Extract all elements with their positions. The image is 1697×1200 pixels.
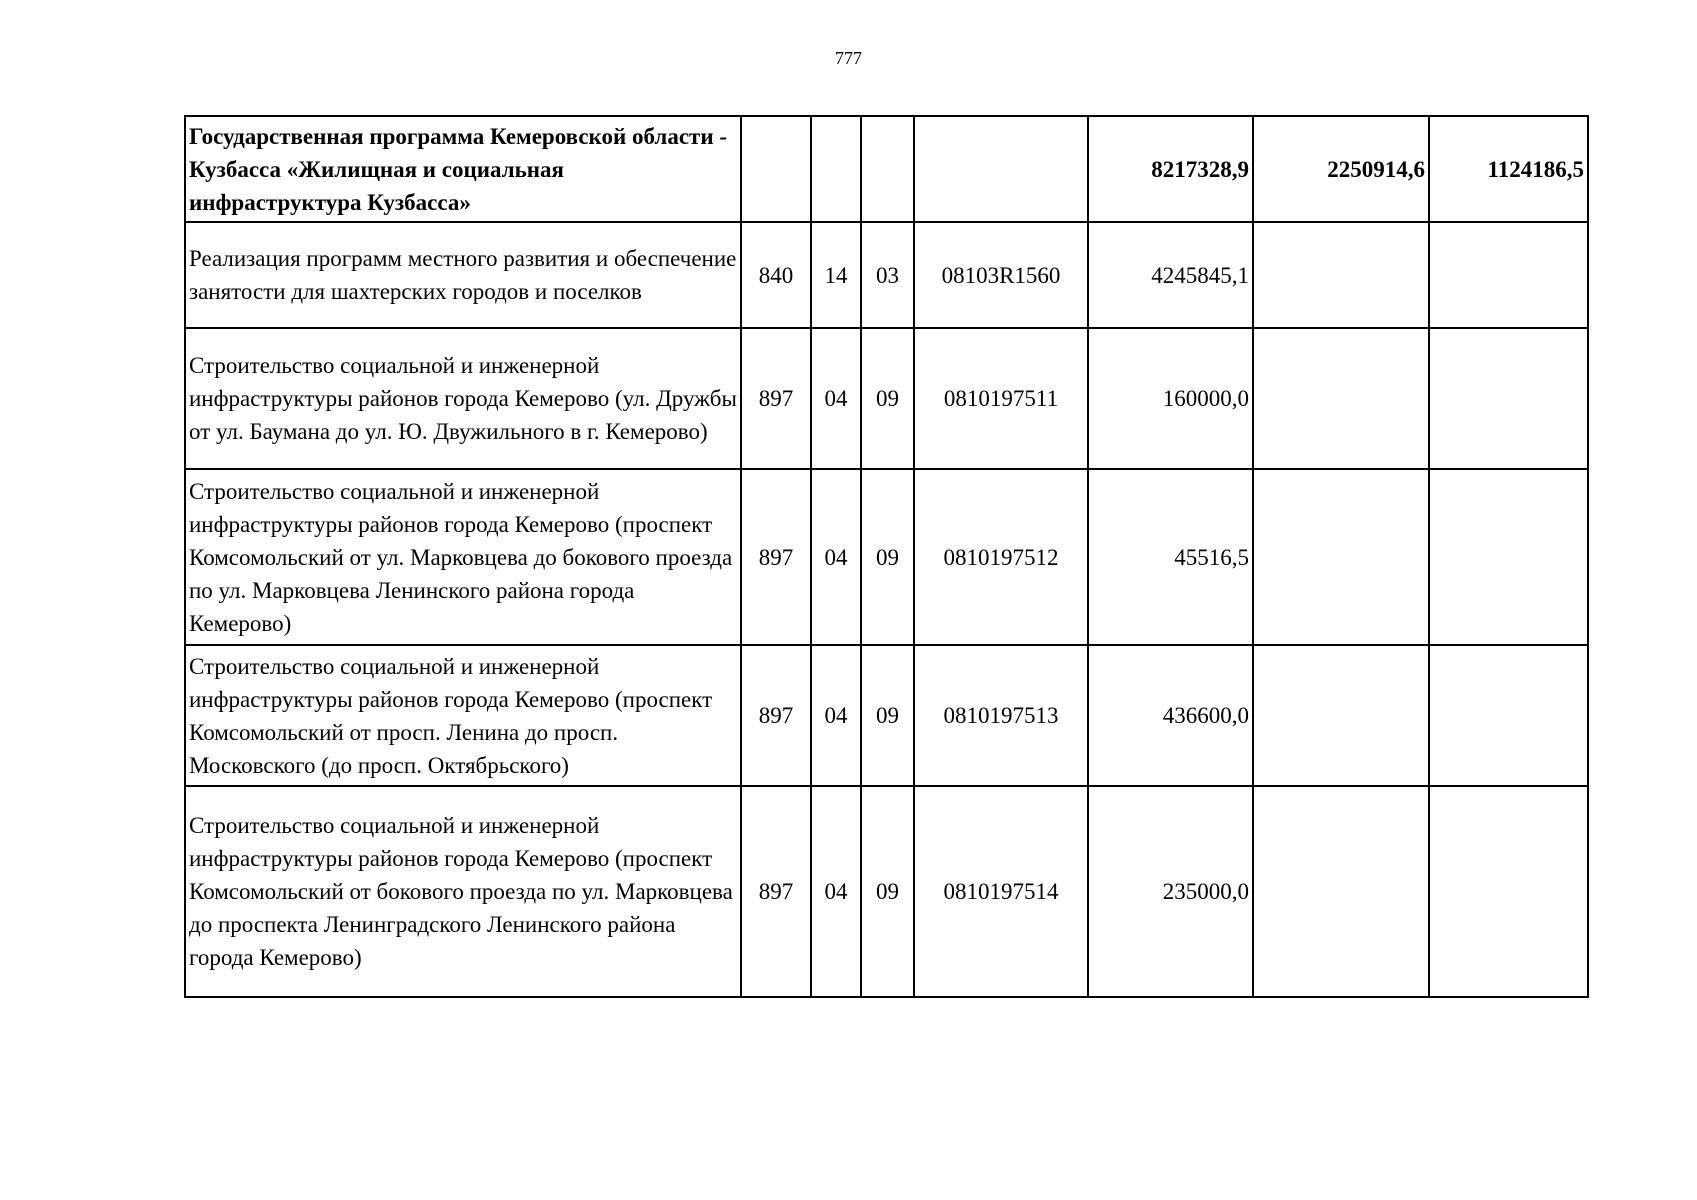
table-row bbox=[185, 469, 1588, 645]
section-code: 04 bbox=[811, 328, 861, 469]
ministry-code bbox=[741, 116, 811, 222]
amount-2 bbox=[1253, 328, 1429, 469]
section-code: 04 bbox=[811, 786, 861, 997]
subsection-code: 03 bbox=[861, 222, 914, 328]
row-name: Государственная программа Кемеровской области - Кузбасса «Жилищная и социальная инфраструктура Кузбасса» bbox=[185, 116, 741, 222]
ministry-code: 840 bbox=[741, 222, 811, 328]
table-row bbox=[185, 116, 1588, 222]
row-name: Реализация программ местного развития и обеспечение занятости для шахтерских городов и поселков bbox=[185, 222, 741, 328]
amount-1: 436600,0 bbox=[1088, 645, 1253, 786]
ministry-code: 897 bbox=[741, 645, 811, 786]
amount-1: 160000,0 bbox=[1088, 328, 1253, 469]
subsection-code bbox=[861, 116, 914, 222]
amount-2 bbox=[1253, 469, 1429, 645]
amount-1: 8217328,9 bbox=[1088, 116, 1253, 222]
amount-2 bbox=[1253, 786, 1429, 997]
amount-2 bbox=[1253, 645, 1429, 786]
target-article: 0810197514 bbox=[914, 786, 1088, 997]
target-article: 0810197513 bbox=[914, 645, 1088, 786]
target-article bbox=[914, 116, 1088, 222]
target-article: 0810197511 bbox=[914, 328, 1088, 469]
table-row bbox=[185, 645, 1588, 786]
amount-3: 1124186,5 bbox=[1429, 116, 1588, 222]
section-code: 14 bbox=[811, 222, 861, 328]
amount-2 bbox=[1253, 222, 1429, 328]
subsection-code: 09 bbox=[861, 645, 914, 786]
table-row bbox=[185, 222, 1588, 328]
table-row bbox=[185, 328, 1588, 469]
amount-1: 235000,0 bbox=[1088, 786, 1253, 997]
target-article: 08103R1560 bbox=[914, 222, 1088, 328]
ministry-code: 897 bbox=[741, 786, 811, 997]
row-name: Строительство социальной и инженерной инфраструктуры районов города Кемерово (проспект Комсомольский от ул. Марковцева до бокового проезда по ул. Марковцева Ленинского района города Кемерово) bbox=[185, 469, 741, 645]
section-code bbox=[811, 116, 861, 222]
amount-1: 4245845,1 bbox=[1088, 222, 1253, 328]
amount-3 bbox=[1429, 786, 1588, 997]
amount-3 bbox=[1429, 645, 1588, 786]
table-row bbox=[185, 786, 1588, 997]
subsection-code: 09 bbox=[861, 786, 914, 997]
ministry-code: 897 bbox=[741, 469, 811, 645]
row-name: Строительство социальной и инженерной инфраструктуры районов города Кемерово (проспект Комсомольский от просп. Ленина до просп. Московского (до просп. Октябрьского) bbox=[185, 645, 741, 786]
section-code: 04 bbox=[811, 469, 861, 645]
amount-3 bbox=[1429, 469, 1588, 645]
amount-3 bbox=[1429, 222, 1588, 328]
subsection-code: 09 bbox=[861, 469, 914, 645]
target-article: 0810197512 bbox=[914, 469, 1088, 645]
row-name: Строительство социальной и инженерной инфраструктуры районов города Кемерово (проспект Комсомольский от бокового проезда по ул. Марковцева до проспекта Ленинградского Ленинского района города Кемерово) bbox=[185, 786, 741, 997]
page-number: 777 bbox=[835, 48, 862, 68]
budget-table bbox=[184, 115, 1589, 998]
subsection-code: 09 bbox=[861, 328, 914, 469]
amount-2: 2250914,6 bbox=[1253, 116, 1429, 222]
row-name: Строительство социальной и инженерной инфраструктуры районов города Кемерово (ул. Дружбы от ул. Баумана до ул. Ю. Двужильного в г. Кемерово) bbox=[185, 328, 741, 469]
amount-1: 45516,5 bbox=[1088, 469, 1253, 645]
section-code: 04 bbox=[811, 645, 861, 786]
ministry-code: 897 bbox=[741, 328, 811, 469]
amount-3 bbox=[1429, 328, 1588, 469]
